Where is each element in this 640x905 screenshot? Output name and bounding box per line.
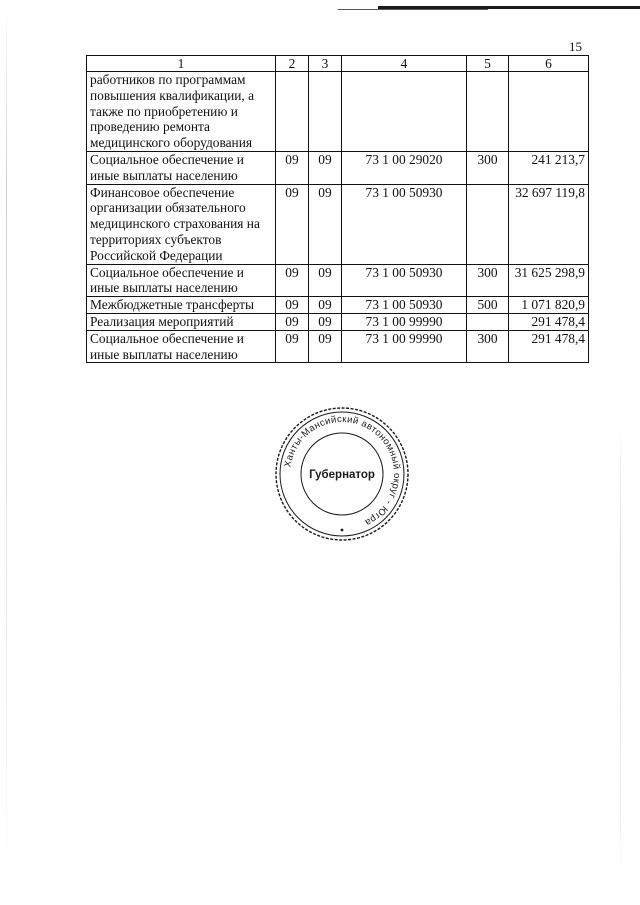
table-header-row [87,56,589,72]
row-name: работников по программам повышения квалификации, а также по приобретению и проведению ремонта медицинского оборудования [87,72,276,152]
column-header: 4 [342,56,467,72]
row-expense-type: 300 [467,264,509,297]
row-amount: 32 697 119,8 [509,184,589,264]
row-subsection: 09 [309,184,342,264]
row-amount: 291 478,4 [509,330,589,363]
table-row [87,297,589,314]
row-expense-type: 300 [467,151,509,184]
row-amount: 31 625 298,9 [509,264,589,297]
row-section: 09 [276,297,309,314]
stamp-ring-text: Ханты-Мансийский автономный округ - Югра [282,413,403,529]
row-name: Реализация мероприятий [87,313,276,330]
row-amount: 1 071 820,9 [509,297,589,314]
column-header: 6 [509,56,589,72]
row-expense-type [467,313,509,330]
page-number: 15 [569,39,582,54]
row-expense-type [467,72,509,152]
row-subsection: 09 [309,151,342,184]
row-target [342,72,467,152]
scan-edge-left [6,0,7,905]
stamp-seal [272,404,412,544]
table-row [87,151,589,184]
column-header: 5 [467,56,509,72]
row-target: 73 1 00 99990 [342,330,467,363]
row-amount [509,72,589,152]
row-name: Социальное обеспечение и иные выплаты населению [87,151,276,184]
row-expense-type: 500 [467,297,509,314]
row-section: 09 [276,264,309,297]
row-name: Межбюджетные трансферты [87,297,276,314]
row-subsection: 09 [309,330,342,363]
column-header: 2 [276,56,309,72]
row-section: 09 [276,151,309,184]
row-target: 73 1 00 50930 [342,264,467,297]
row-subsection [309,72,342,152]
stamp-center-text: Губернатор [309,469,375,481]
row-section: 09 [276,184,309,264]
table-row [87,313,589,330]
table-body [87,72,589,363]
row-target: 73 1 00 29020 [342,151,467,184]
row-subsection: 09 [309,297,342,314]
table-row [87,330,589,363]
table-row [87,72,589,152]
row-name: Социальное обеспечение и иные выплаты населению [87,330,276,363]
scan-edge-right [620,420,621,890]
row-name: Финансовое обеспечение организации обязательного медицинского страхования на территориях субъектов Российской Федерации [87,184,276,264]
row-name: Социальное обеспечение и иные выплаты населению [87,264,276,297]
row-subsection: 09 [309,313,342,330]
row-target: 73 1 00 50930 [342,184,467,264]
row-target: 73 1 00 99990 [342,313,467,330]
governor-stamp [272,404,412,544]
top-rule-thin [338,9,488,10]
stamp-dot [341,529,344,532]
table-row [87,264,589,297]
budget-table [86,55,589,363]
row-section: 09 [276,313,309,330]
column-header: 3 [309,56,342,72]
column-header: 1 [87,56,276,72]
table-row [87,184,589,264]
row-subsection: 09 [309,264,342,297]
row-section: 09 [276,330,309,363]
row-amount: 241 213,7 [509,151,589,184]
row-expense-type: 300 [467,330,509,363]
row-target: 73 1 00 50930 [342,297,467,314]
row-section [276,72,309,152]
row-amount: 291 478,4 [509,313,589,330]
row-expense-type [467,184,509,264]
